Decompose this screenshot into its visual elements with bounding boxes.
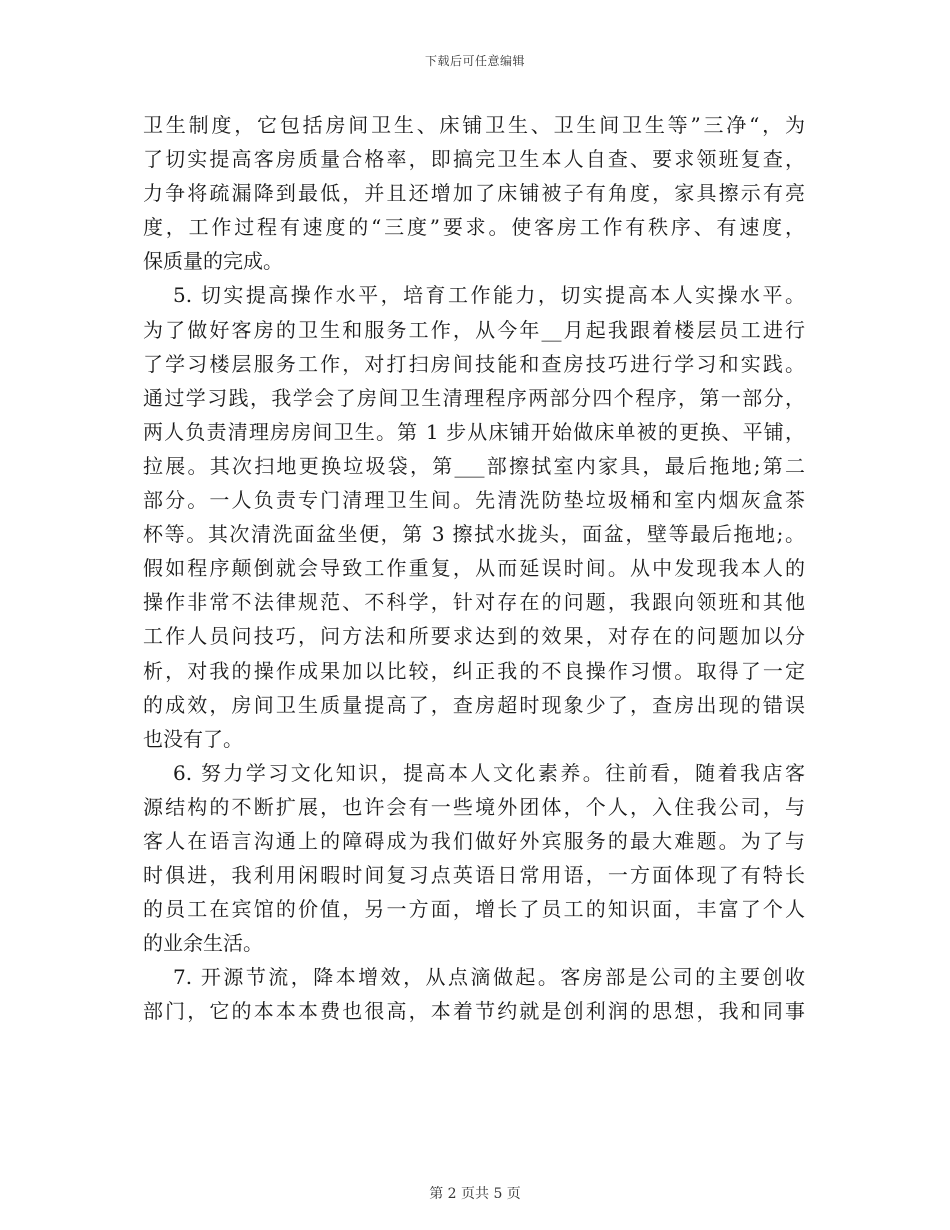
text-line: 杯等。其次清洗面盆坐便，第 3 擦拭水拢头，面盆，壁等最后拖地;。 bbox=[143, 522, 805, 547]
text-line: 假如程序颠倒就会导致工作重复，从而延误时间。从中发现我本人的 bbox=[143, 556, 805, 581]
text-line: 两人负责清理房房间卫生。第 1 步从床铺开始做床单被的更换、平铺， bbox=[143, 419, 805, 444]
text-line: 保质量的完成。 bbox=[143, 249, 283, 274]
text-line: 析，对我的操作成果加以比较，纠正我的不良操作习惯。取得了一定 bbox=[143, 658, 805, 683]
text-line: 了切实提高客房质量合格率，即搞完卫生本人自查、要求领班复查， bbox=[143, 147, 805, 172]
paragraph-start-line: 7. 开源节流，降本增效，从点滴做起。客房部是公司的主要创收 bbox=[173, 965, 805, 990]
text-line: 的员工在宾馆的价值，另一方面，增长了员工的知识面，丰富了个人 bbox=[143, 897, 805, 922]
paragraph-start-line: 5. 切实提高操作水平，培育工作能力，切实提高本人实操水平。 bbox=[173, 283, 805, 308]
document-body bbox=[143, 108, 805, 1029]
text-line: 也没有了。 bbox=[143, 726, 243, 751]
text-line: 源结构的不断扩展，也许会有一些境外团体，个人，入住我公司，与 bbox=[143, 794, 805, 819]
text-line: 通过学习践，我学会了房间卫生清理程序两部分四个程序，第一部分， bbox=[143, 385, 805, 410]
text-line: 力争将疏漏降到最低，并且还增加了床铺被子有角度，家具擦示有亮 bbox=[143, 181, 805, 206]
text-line: 的业余生活。 bbox=[143, 931, 263, 956]
text-line: 拉展。其次扫地更换垃圾袋，第___部擦拭室内家具，最后拖地;第二 bbox=[143, 453, 805, 478]
page-header: 下载后可任意编辑 bbox=[424, 54, 525, 68]
text-line: 部分。一人负责专门清理卫生间。先清洗防垫垃圾桶和室内烟灰盒茶 bbox=[143, 488, 805, 513]
text-line: 为了做好客房的卫生和服务工作，从今年__月起我跟着楼层员工进行 bbox=[143, 317, 805, 342]
text-line: 操作非常不法律规范、不科学，针对存在的问题，我跟向领班和其他 bbox=[143, 590, 805, 615]
text-line: 工作人员问技巧，问方法和所要求达到的效果，对存在的问题加以分 bbox=[143, 624, 805, 649]
paragraph-start-line: 6. 努力学习文化知识，提高本人文化素养。往前看，随着我店客 bbox=[173, 760, 805, 785]
text-line: 部门，它的本本本费也很高，本着节约就是创利润的思想，我和同事 bbox=[143, 999, 805, 1024]
text-line: 了学习楼层服务工作，对打扫房间技能和查房技巧进行学习和实践。 bbox=[143, 351, 805, 376]
text-line: 度，工作过程有速度的“三度”要求。使客房工作有秩序、有速度， bbox=[143, 215, 805, 240]
text-line: 时俱进，我利用闲暇时间复习点英语日常用语，一方面体现了有特长 bbox=[143, 863, 805, 888]
text-line: 的成效，房间卫生质量提高了，查房超时现象少了，查房出现的错误 bbox=[143, 692, 805, 717]
text-line: 客人在语言沟通上的障碍成为我们做好外宾服务的最大难题。为了与 bbox=[143, 828, 805, 853]
text-line: 卫生制度，它包括房间卫生、床铺卫生、卫生间卫生等”三净“，为 bbox=[143, 113, 805, 137]
page-number: 第 2 页共 5 页 bbox=[429, 1186, 521, 1202]
